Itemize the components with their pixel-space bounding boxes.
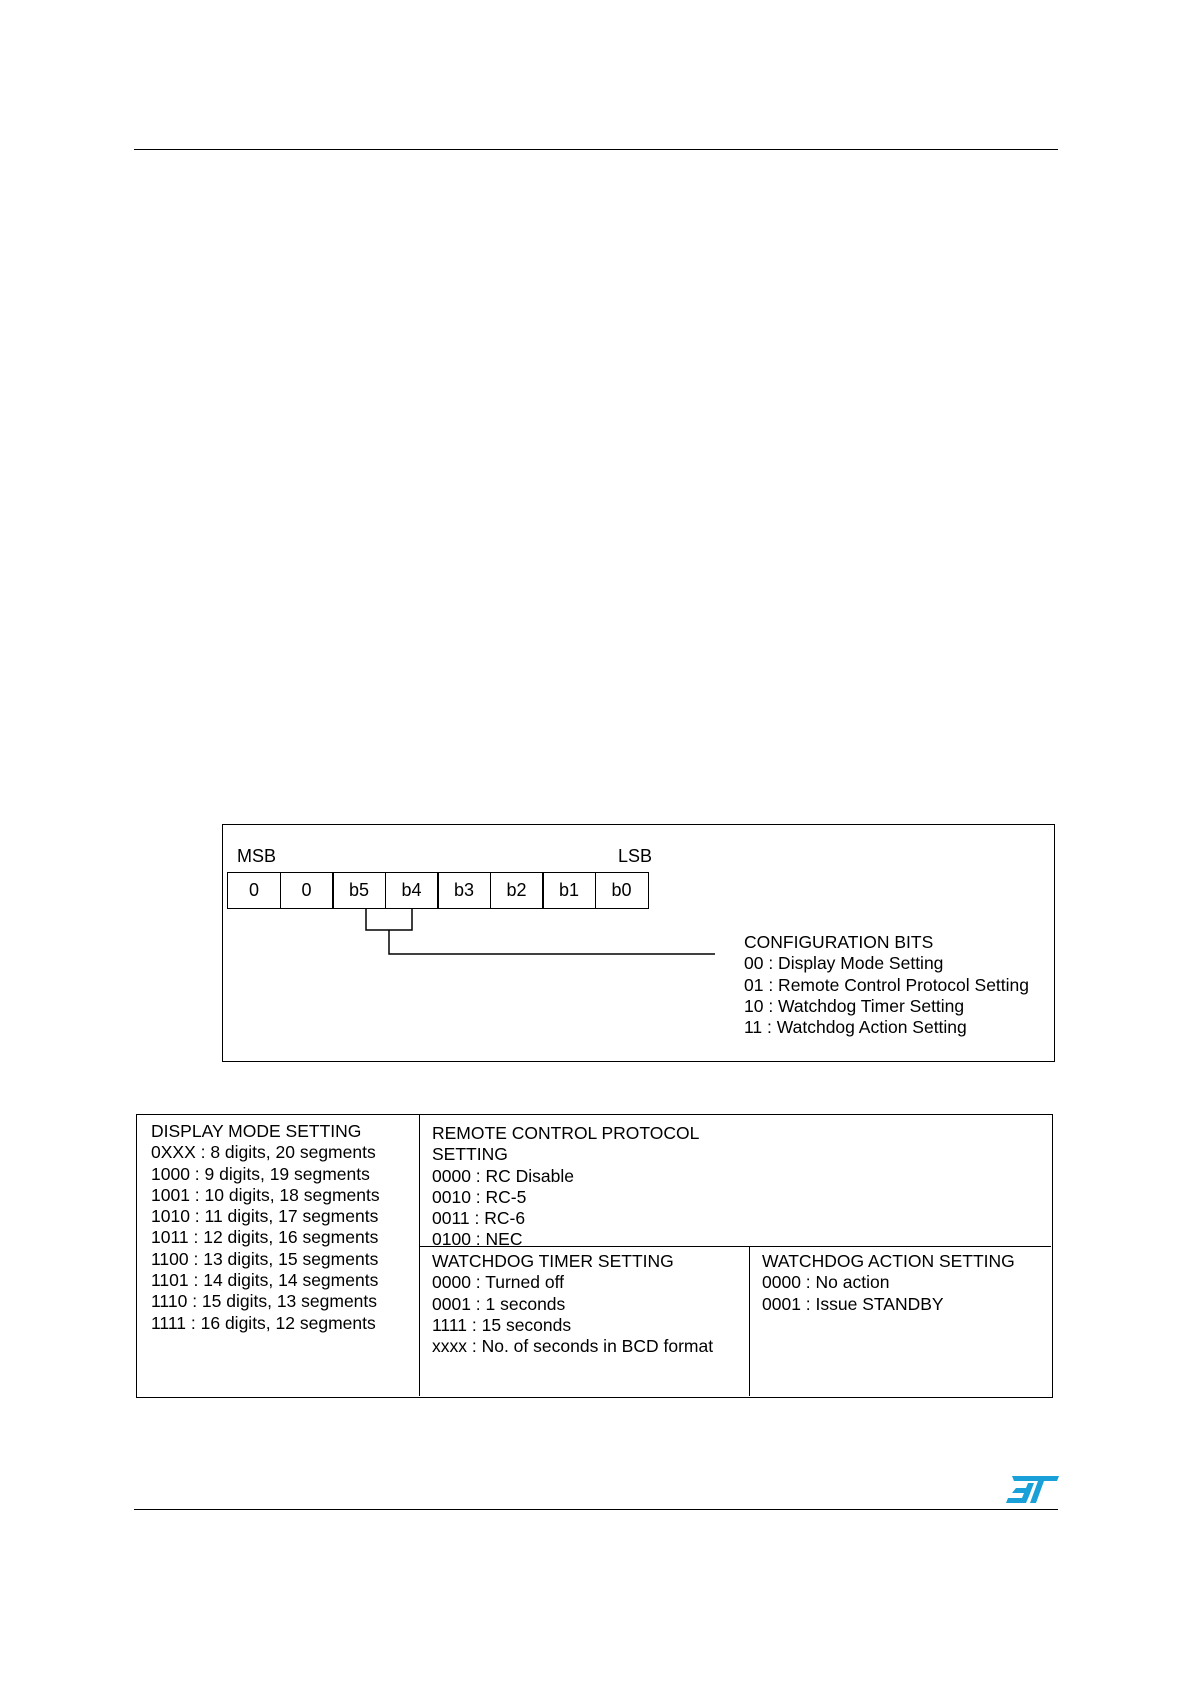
display-mode-item: 1000 : 9 digits, 19 segments bbox=[151, 1163, 370, 1184]
watchdog-action-cell bbox=[762, 1251, 1015, 1315]
lsb-label: LSB bbox=[618, 846, 653, 866]
settings-table bbox=[136, 1114, 1053, 1398]
remote-control-item: 0010 : RC-5 bbox=[432, 1186, 527, 1207]
remote-control-item: 0100 : NEC bbox=[432, 1229, 523, 1245]
header-rule bbox=[134, 149, 1058, 150]
display-mode-item: 1100 : 13 digits, 15 segments bbox=[151, 1248, 379, 1269]
footer-rule bbox=[134, 1509, 1058, 1510]
display-mode-item: 1110 : 15 digits, 13 segments bbox=[151, 1291, 378, 1312]
table-divider bbox=[419, 1115, 420, 1396]
remote-control-item: 0000 : RC Disable bbox=[432, 1165, 575, 1186]
config-bits-title: CONFIGURATION BITS bbox=[744, 932, 934, 952]
watchdog-action-title: WATCHDOG ACTION SETTING bbox=[762, 1251, 1015, 1271]
register-bit-3: b3 bbox=[437, 872, 491, 909]
register-bit-7: 0 bbox=[227, 872, 281, 909]
register-bit-1: b1 bbox=[542, 872, 596, 909]
watchdog-timer-cell bbox=[432, 1251, 713, 1357]
watchdog-action-item: 0000 : No action bbox=[762, 1272, 890, 1293]
watchdog-timer-title: WATCHDOG TIMER SETTING bbox=[432, 1251, 674, 1271]
msb-label: MSB bbox=[237, 846, 277, 866]
config-bits-legend bbox=[744, 932, 1029, 1038]
config-bits-item: 11 : Watchdog Action Setting bbox=[744, 1017, 967, 1038]
st-logo-icon bbox=[1004, 1472, 1060, 1506]
display-mode-title: DISPLAY MODE SETTING bbox=[151, 1121, 362, 1141]
watchdog-timer-item: 0001 : 1 seconds bbox=[432, 1293, 566, 1314]
remote-control-cell bbox=[432, 1123, 699, 1245]
remote-control-item: 0011 : RC-6 bbox=[432, 1208, 526, 1229]
register-bit-0: b0 bbox=[595, 872, 649, 909]
register-diagram bbox=[222, 824, 1055, 1062]
display-mode-cell bbox=[151, 1121, 380, 1334]
table-divider bbox=[749, 1246, 750, 1396]
watchdog-action-item: 0001 : Issue STANDBY bbox=[762, 1293, 944, 1314]
remote-control-title: SETTING bbox=[432, 1144, 508, 1165]
display-mode-item: 1010 : 11 digits, 17 segments bbox=[151, 1206, 379, 1227]
register-bit-2: b2 bbox=[490, 872, 544, 909]
display-mode-item: 1011 : 12 digits, 16 segments bbox=[151, 1227, 379, 1248]
watchdog-timer-item: 0000 : Turned off bbox=[432, 1272, 565, 1293]
config-bits-item: 01 : Remote Control Protocol Setting bbox=[744, 974, 1030, 995]
register-bit-5: b5 bbox=[332, 872, 386, 909]
config-bits-item: 00 : Display Mode Setting bbox=[744, 953, 944, 974]
table-divider bbox=[419, 1246, 1051, 1247]
display-mode-item: 1001 : 10 digits, 18 segments bbox=[151, 1184, 380, 1205]
config-bits-item: 10 : Watchdog Timer Setting bbox=[744, 995, 965, 1016]
register-bit-4: b4 bbox=[385, 872, 439, 909]
display-mode-item: 1111 : 16 digits, 12 segments bbox=[151, 1312, 376, 1333]
watchdog-timer-item: 1111 : 15 seconds bbox=[432, 1314, 572, 1335]
watchdog-timer-item: xxxx : No. of seconds in BCD format bbox=[432, 1336, 714, 1357]
display-mode-item: 1101 : 14 digits, 14 segments bbox=[151, 1270, 379, 1291]
remote-control-title: REMOTE CONTROL PROTOCOL bbox=[432, 1123, 700, 1143]
display-mode-item: 0XXX : 8 digits, 20 segments bbox=[151, 1142, 376, 1163]
register-bit-6: 0 bbox=[280, 872, 334, 909]
